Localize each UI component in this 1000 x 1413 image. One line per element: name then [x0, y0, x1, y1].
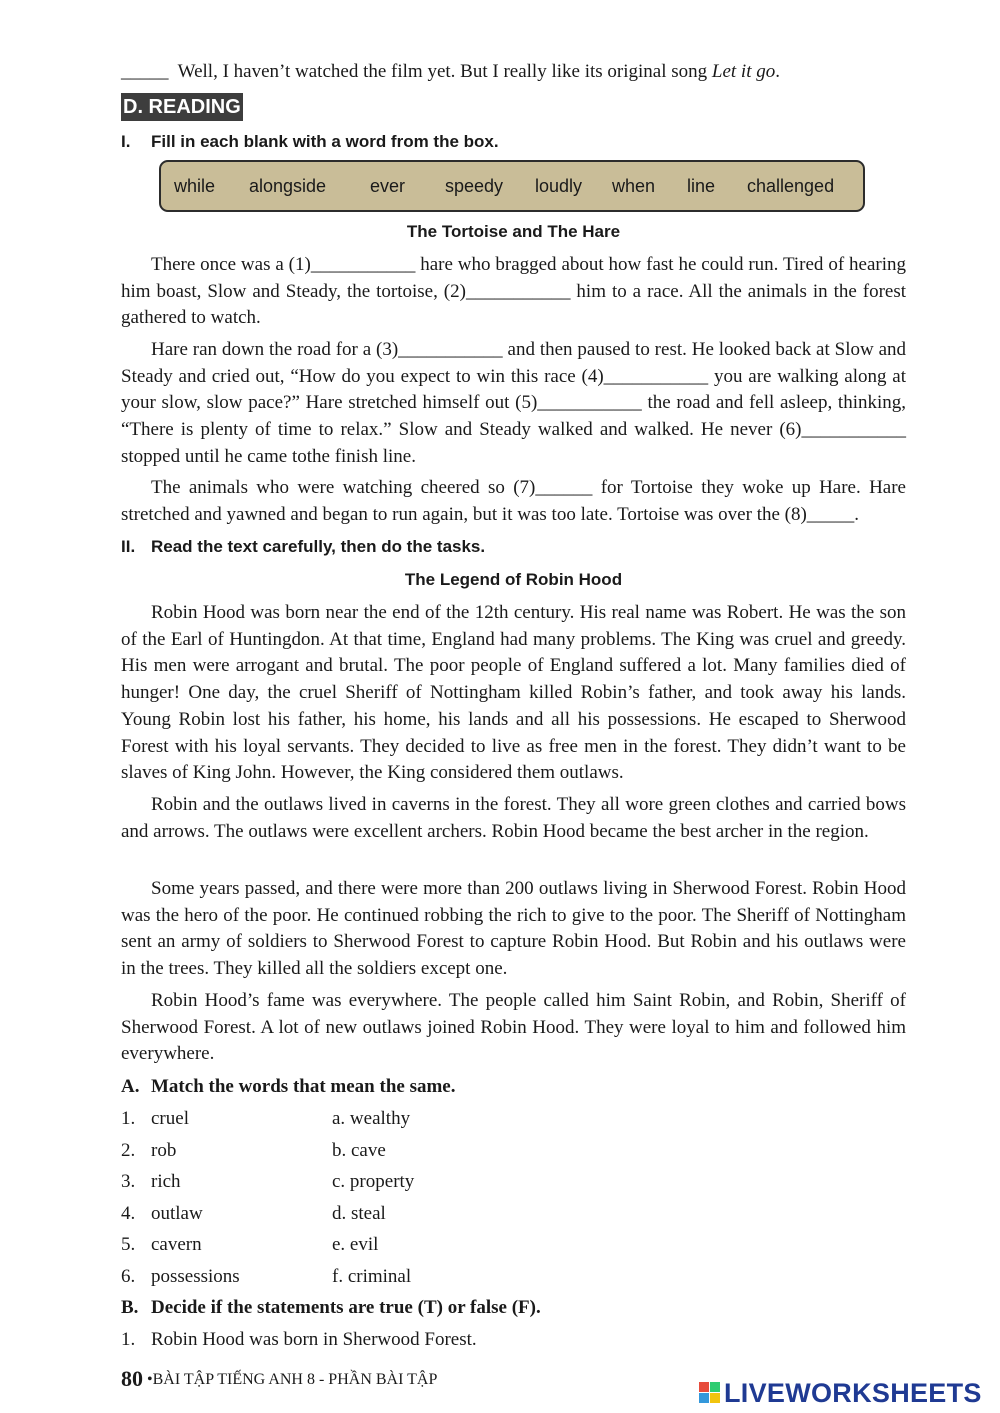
match-number: 6. [121, 1266, 136, 1287]
dialogue-line [121, 59, 906, 86]
match-number: 3. [121, 1171, 136, 1192]
match-word[interactable]: cavern [151, 1234, 202, 1255]
song-title: Let it go [711, 61, 776, 82]
answer-blank[interactable]: _____ [121, 61, 169, 82]
match-definition[interactable]: c. property [332, 1171, 415, 1192]
book-title: •BÀI TẬP TIẾNG ANH 8 - PHẦN BÀI TẬP [147, 1371, 438, 1388]
match-word[interactable]: outlaw [151, 1203, 203, 1224]
story-title: The Tortoise and The Hare [406, 222, 621, 241]
match-number: 4. [121, 1203, 136, 1224]
part2-instruction: Read the text carefully, then do the tasks. [151, 537, 486, 556]
logo-text: LIVEWORKSHEETS [724, 1378, 982, 1408]
match-number: 5. [121, 1234, 136, 1255]
task-a-instruction: Match the words that mean the same. [151, 1076, 456, 1097]
match-word[interactable]: rich [151, 1171, 181, 1192]
match-word[interactable]: rob [151, 1140, 177, 1161]
match-word[interactable]: possessions [151, 1266, 240, 1287]
word-box-item[interactable]: speedy [445, 176, 504, 196]
part1-number: I. [121, 132, 131, 151]
word-box [159, 160, 865, 212]
statement-text: Robin Hood was born in Sherwood Forest. [151, 1329, 477, 1350]
word-box-item[interactable]: alongside [249, 176, 327, 196]
story-paragraph: There once was a (1)___________ hare who bragged about how fast he could run. Tired of hearing him boast, Slow and Steady, the tortoise, (2)___________ him to a race. All the animals in the forest gathered to watch. [121, 254, 906, 329]
dialogue-end: . [775, 61, 780, 82]
statement-number: 1. [121, 1329, 136, 1350]
story-paragraph: The animals who were watching cheered so (7)______ for Tortoise they woke up Hare. Hare stretched and yawned and began to run again, but it was too late. Tortoise was over the (8)_____. [121, 477, 906, 525]
reading-paragraph: Robin Hood was born near the end of the 12th century. His real name was Robert. He was the son of the Earl of Huntingdon. At that time, England had many problems. The King was cruel and greedy. His men were arrogant and brutal. The poor people of England suffered a lot. Many families died of hunger! One day, the cruel Sheriff of Nottingham killed Robin’s father, and took away his lands. Young Robin lost his father, his home, his lands and all his possessions. He escaped to Sherwood Forest with his loyal servants. They decided to live as free men in the forest. They didn’t want to be slaves of King John. However, the King considered them outlaws. [121, 602, 906, 784]
match-number: 1. [121, 1108, 136, 1129]
match-word[interactable]: cruel [151, 1108, 189, 1129]
match-definition[interactable]: d. steal [332, 1203, 386, 1224]
word-box-item[interactable]: line [687, 176, 716, 196]
reading-title: The Legend of Robin Hood [404, 570, 623, 589]
match-definition[interactable]: a. wealthy [332, 1108, 411, 1129]
match-definition[interactable]: f. criminal [332, 1266, 412, 1287]
task-a-heading [121, 1074, 455, 1100]
part2-number: II. [121, 537, 136, 556]
word-box-item[interactable]: ever [370, 176, 406, 196]
task-a-letter: A. [121, 1076, 140, 1097]
match-number: 2. [121, 1140, 136, 1161]
part1-instruction: Fill in each blank with a word from the box. [151, 132, 499, 151]
word-box-item[interactable]: loudly [535, 176, 583, 196]
reading-paragraph: Some years passed, and there were more than 200 outlaws living in Sherwood Forest. Robin Hood was the hero of the poor. He continued robbing the rich to give to the poor. The Sheriff of Nottingham sent an army of soldiers to Sherwood Forest to capture Robin Hood. But Robin and his outlaws were in the trees. They killed all the soldiers except one. [121, 878, 906, 980]
task-b-instruction: Decide if the statements are true (T) or false (F). [151, 1297, 541, 1318]
task-b-heading [121, 1295, 541, 1321]
task-b-letter: B. [121, 1297, 139, 1318]
page-number: 80 [121, 1366, 143, 1391]
word-box-item[interactable]: while [174, 176, 216, 196]
reading-paragraph: Robin Hood’s fame was everywhere. The people called him Saint Robin, and Robin, Sheriff of Sherwood Forest. A lot of new outlaws joined Robin Hood. They were loyal to him and followed him everywhere. [121, 990, 906, 1065]
dialogue-text: Well, I haven’t watched the film yet. But I really like its original song [177, 61, 712, 82]
match-definition[interactable]: b. cave [332, 1140, 386, 1161]
logo-grid-icon [699, 1382, 721, 1404]
liveworksheets-logo[interactable] [699, 1378, 982, 1408]
story-paragraph: Hare ran down the road for a (3)___________ and then paused to rest. He looked back at Slow and Steady and cried out, “How do you expect to win this race (4)___________ you are walking along at your slow, slow pace?” Hare stretched himself out (5)___________ the road and fell asleep, thinking, “There is plenty of time to relax.” Slow and Steady walked and walked. He never (6)___________ stopped until he came tothe finish line. [121, 339, 906, 467]
part1-heading [121, 131, 499, 153]
section-heading: D. READING [121, 93, 243, 121]
word-box-item[interactable]: when [612, 176, 656, 196]
match-definition[interactable]: e. evil [332, 1234, 379, 1255]
word-box-item[interactable]: challenged [747, 176, 835, 196]
part2-heading [121, 536, 485, 558]
reading-paragraph: Robin and the outlaws lived in caverns in the forest. They all wore green clothes and carried bows and arrows. The outlaws were excellent archers. Robin Hood became the best archer in the region. [121, 794, 906, 842]
